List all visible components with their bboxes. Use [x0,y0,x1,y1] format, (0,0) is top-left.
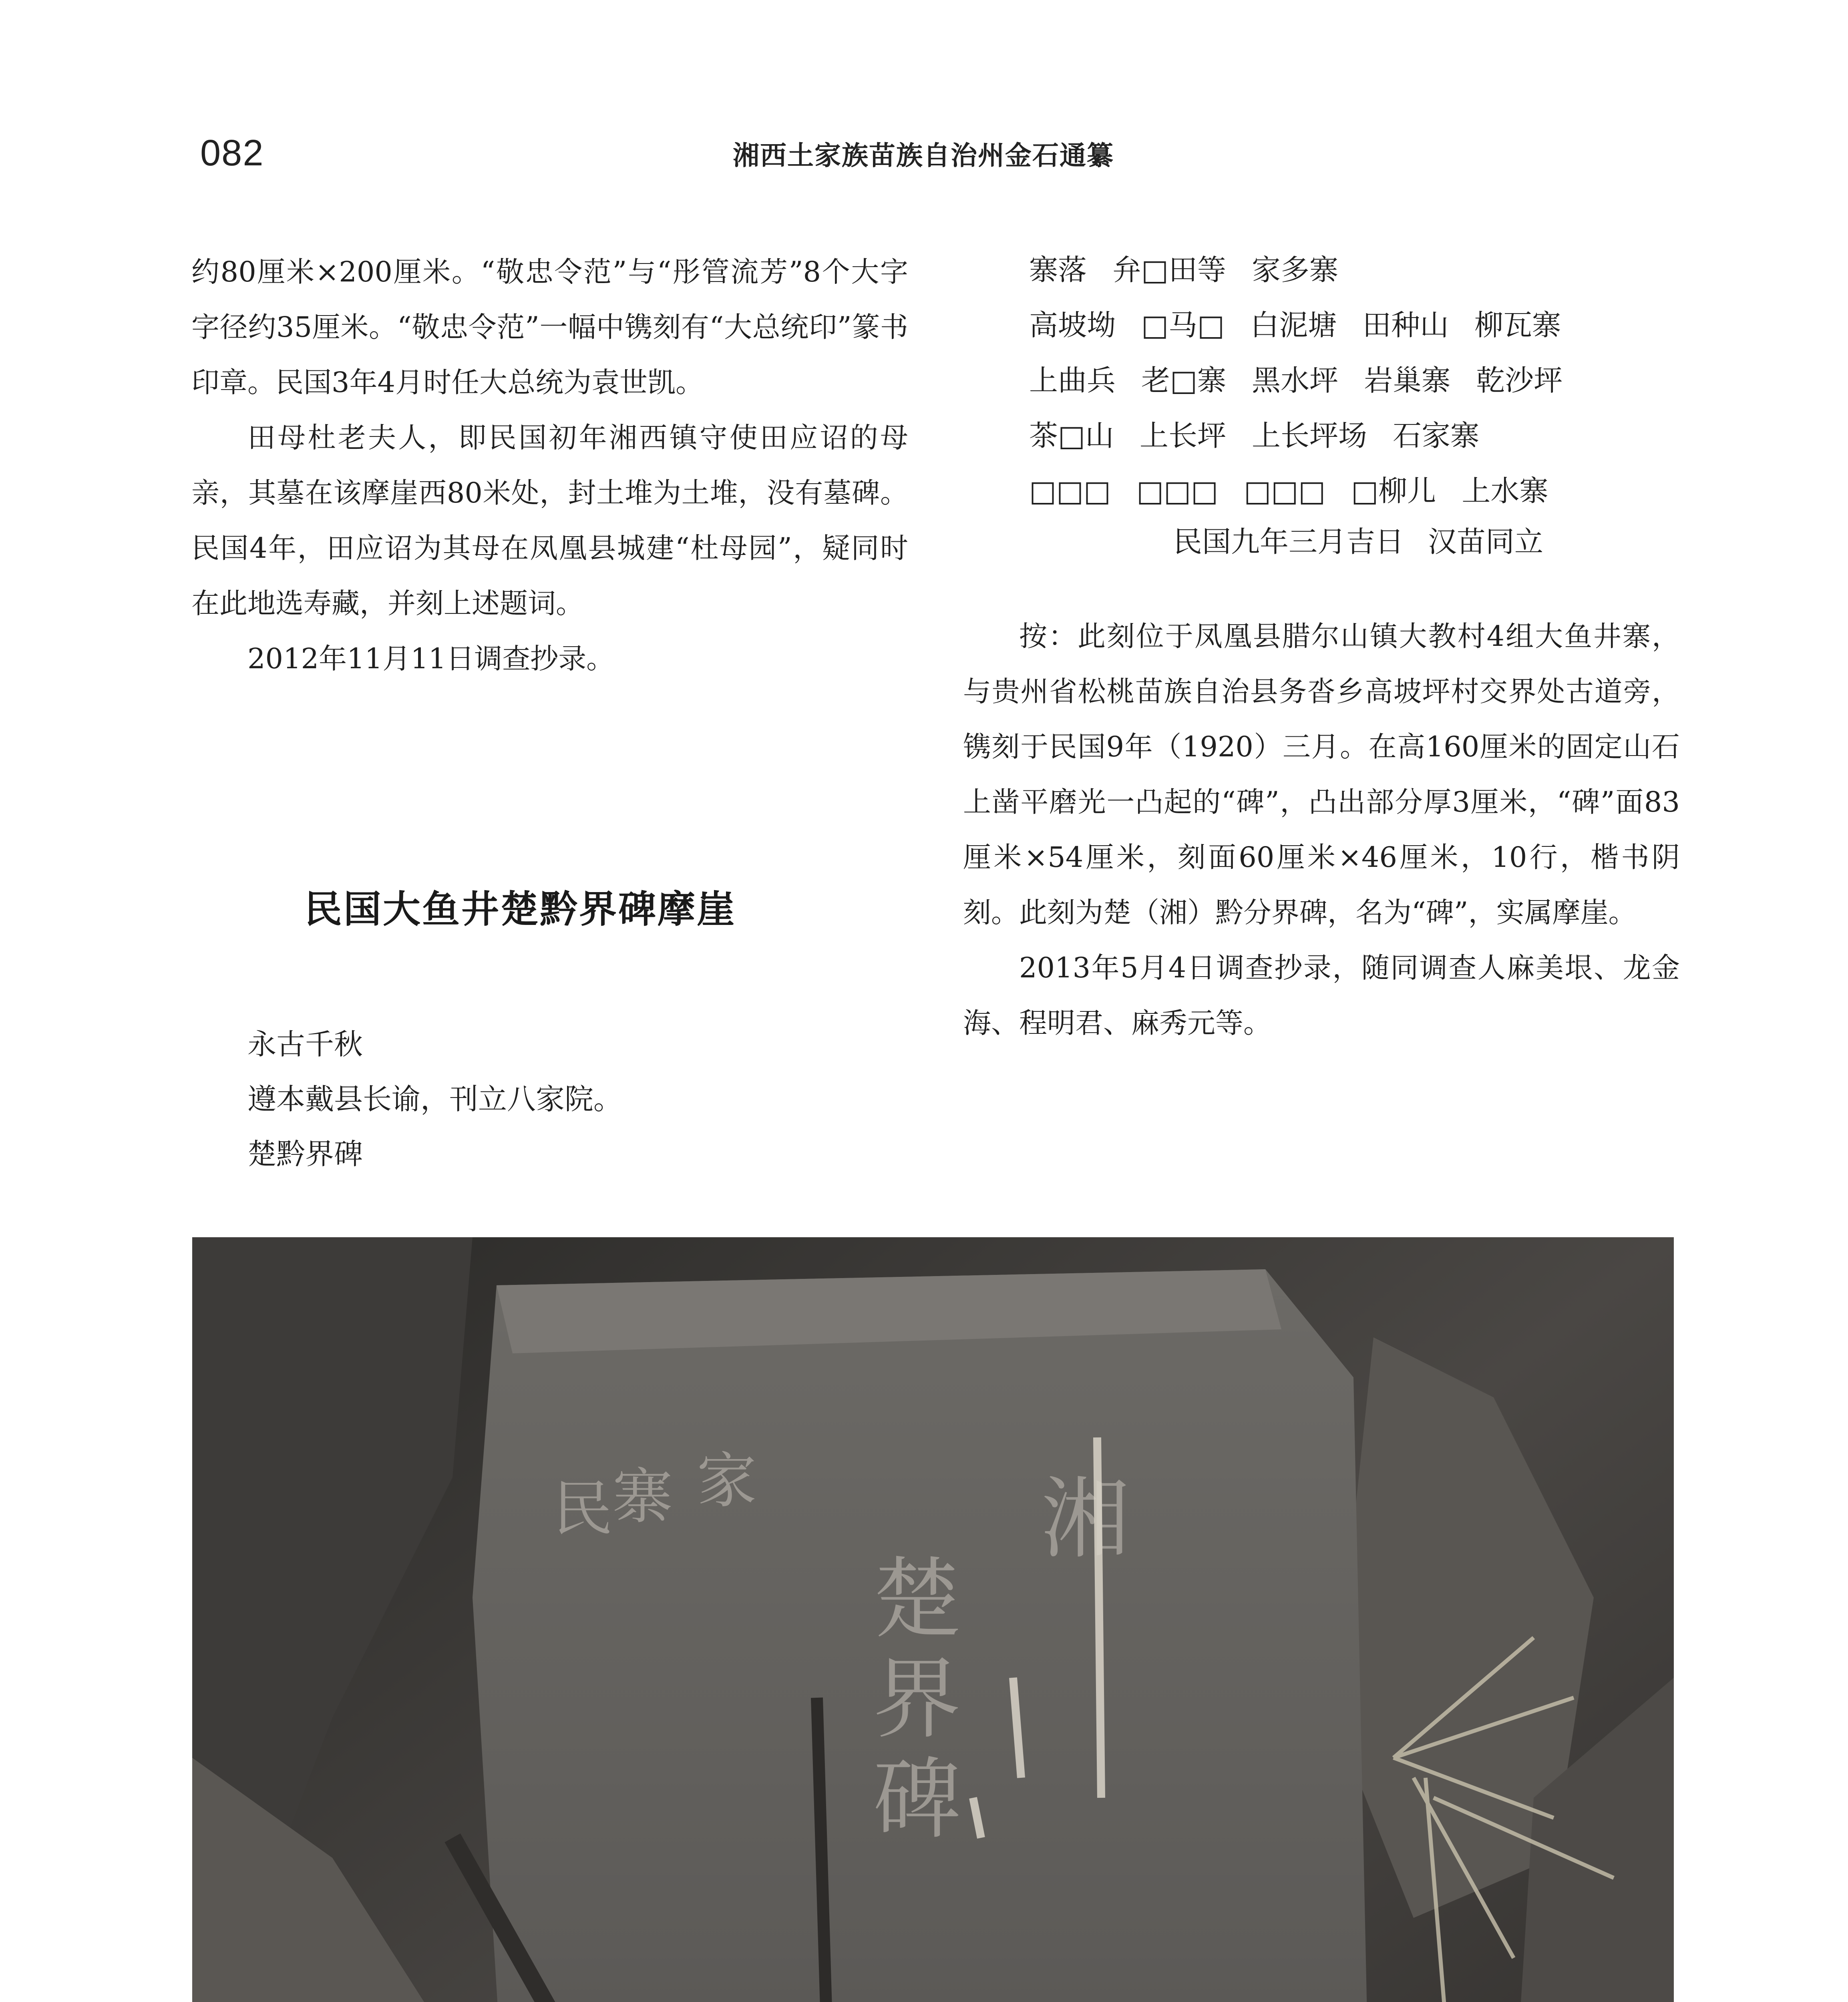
running-header: 湘西土家族苗族自治州金石通纂 [733,140,1114,171]
village-name: 石家寨 [1393,419,1480,452]
village-name: 老□寨 [1141,364,1227,397]
inscription-line: 永古千秋 [247,1027,363,1061]
village-name: □□□ [1029,474,1111,508]
stele-glyph: 民 [553,1474,613,1544]
village-name: 上曲兵 [1029,364,1116,397]
village-name: □柳儿 [1351,474,1436,508]
village-name: □□□ [1136,474,1219,508]
village-name: 田种山 [1362,308,1449,342]
village-row [1029,408,1690,463]
village-name: 白泥塘 [1250,308,1337,342]
stele-glyph: 界 [873,1648,961,1751]
editor-note [963,609,1680,1051]
paragraph: 2013年5月4日调查抄录，随同调查人麻美垠、龙金海、程明君、麻秀元等。 [963,951,1680,1039]
paragraph: 田母杜老夫人，即民国初年湘西镇守使田应诏的母亲，其墓在该摩崖西80米处，封土堆为土堆，没有墓碑。民国4年，田应诏为其母在凤凰县城建“杜母园”，疑同时在此地选寿藏，并刻上述题词。 [191,421,908,620]
inscription-date-line [1173,519,1567,560]
village-name: 上水寨 [1462,474,1548,508]
village-name: 家多寨 [1252,253,1339,287]
inscription-signature: 汉苗同立 [1428,525,1544,559]
stele-photo-graphic [192,1237,1674,2002]
inscription-opening [247,1017,888,1182]
paragraph: 按：此刻位于凤凰县腊尔山镇大教村4组大鱼井寨，与贵州省松桃苗族自治县务沓乡高坡坪村交界处古道旁，镌刻于民国9年（1920）三月。在高160厘米的固定山石上凿平磨光一凸起的“碑”，凸出部分厚3厘米，“碑”面83厘米×54厘米，刻面60厘米×46厘米，10行，楷书阴刻。此刻为楚（湘）黔分界碑，名为“碑”，实属摩崖。 [963,620,1680,929]
inscription-line: 遵本戴县长谕，刊立八家院。 [247,1082,623,1116]
paragraph: 2012年11月11日调查抄录。 [247,642,615,675]
village-name: 高坡坳 [1029,308,1116,342]
village-name: □马□ [1141,308,1225,342]
village-row [1029,353,1690,408]
inscription-date: 民国九年三月吉日 [1173,525,1404,559]
village-name: 岩巢寨 [1364,364,1451,397]
village-name: 上长坪 [1140,419,1227,452]
village-row [1029,242,1690,297]
section-title: 民国大鱼井楚黔界碑摩崖 [304,888,736,931]
inscription-line: 楚黔界碑 [247,1137,363,1171]
village-name: 上长坪场 [1252,419,1367,452]
village-name: 黑水坪 [1252,364,1339,397]
stele-glyph: 湘 [1041,1468,1130,1570]
village-name: 乾沙坪 [1476,364,1563,397]
page-number: 082 [200,133,264,173]
village-name: 寨落 [1029,253,1087,287]
stele-photo [192,1237,1674,2002]
village-name: □□□ [1244,474,1326,508]
village-name: 柳瓦寨 [1474,308,1561,342]
village-row [1029,297,1690,353]
left-column [191,244,908,686]
paragraph: 约80厘米×200厘米。“敬忠令范”与“彤管流芳”8个大字字径约35厘米。“敬忠令范”一幅中镌刻有“大总统印”篆书印章。民国3年4月时任大总统为袁世凯。 [191,255,908,399]
stele-glyph: 碑 [873,1748,961,1851]
village-list [1029,242,1690,519]
stele-glyph: 寨 [613,1462,673,1532]
village-row [1029,463,1690,519]
village-name: 茶□山 [1029,419,1114,452]
village-name: 弁□田等 [1112,253,1227,287]
stele-glyph: 楚 [873,1548,961,1650]
stele-glyph: 家 [697,1446,757,1516]
